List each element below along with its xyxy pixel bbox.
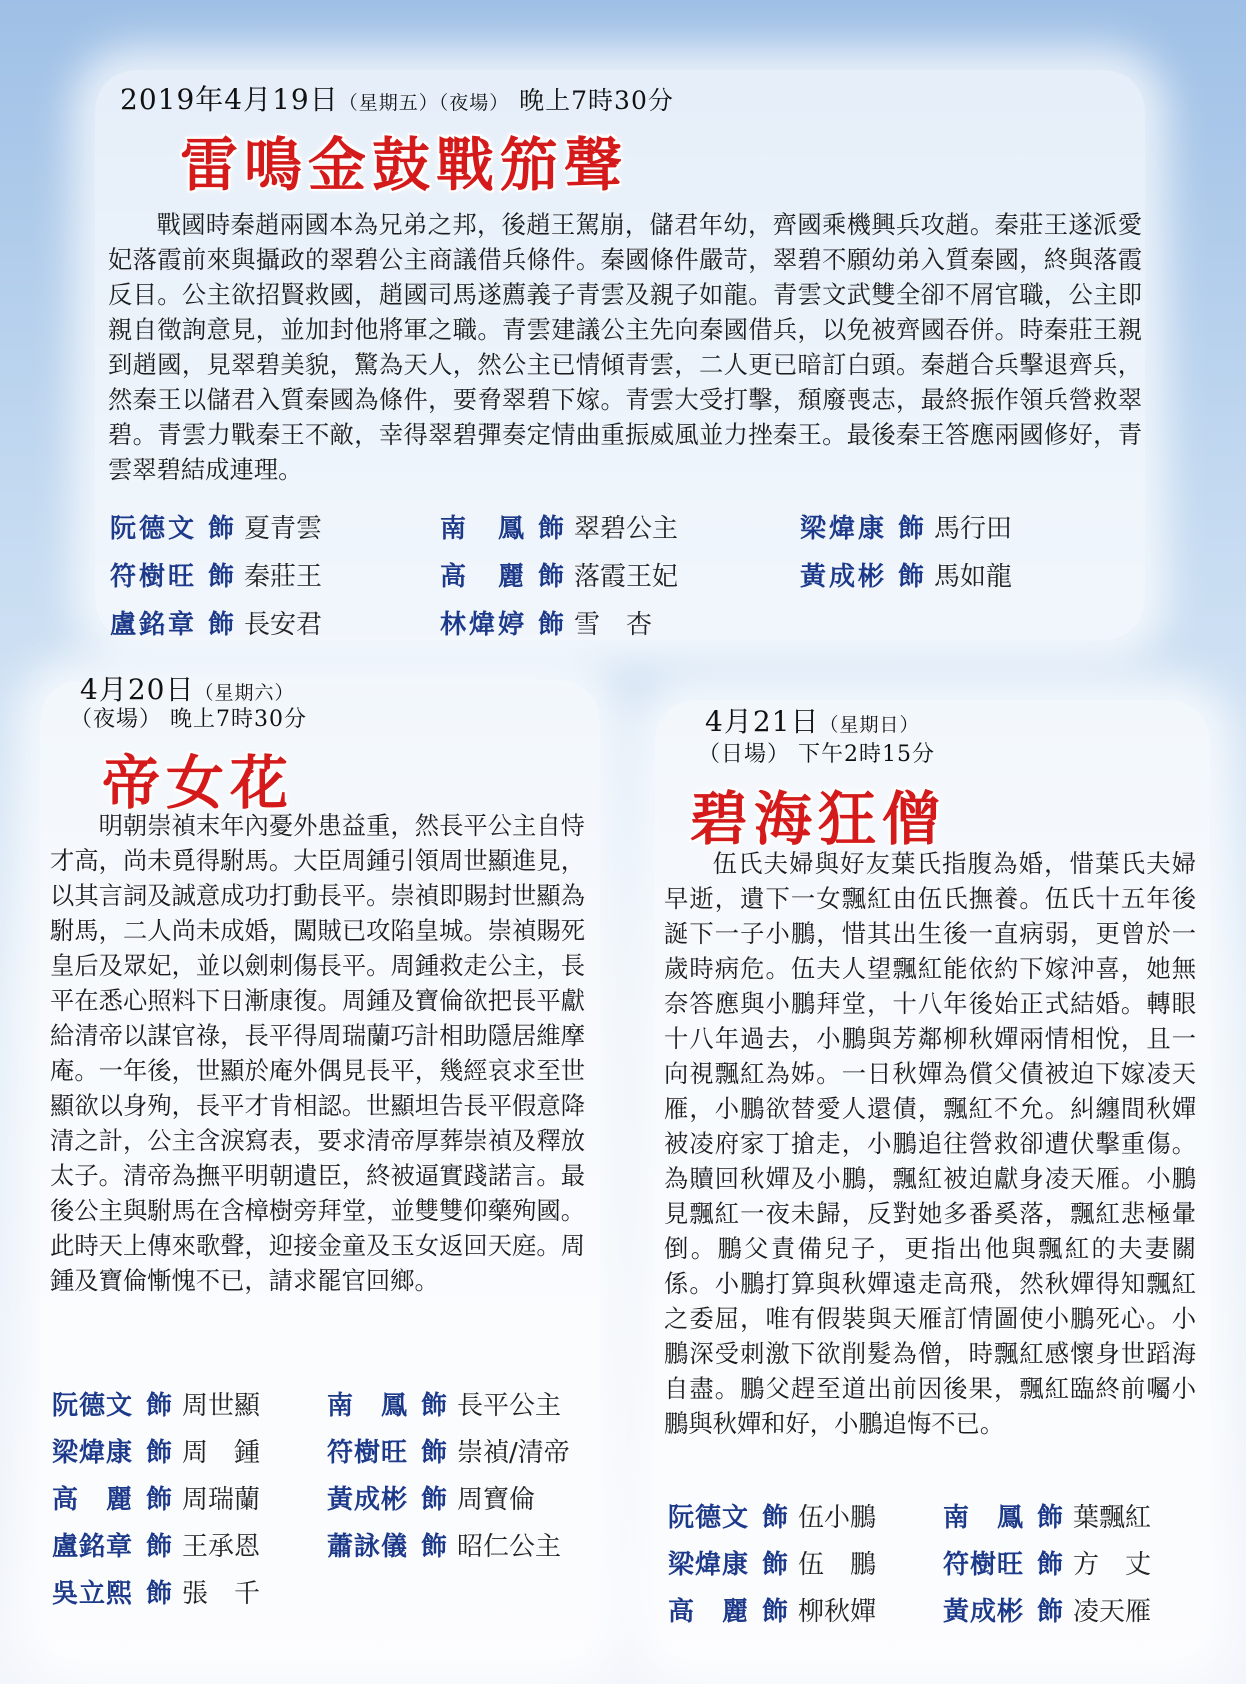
cast-shi: 飾 (538, 610, 565, 640)
cast-shi: 飾 (421, 1391, 448, 1421)
cast-actor: 高麗 (668, 1597, 748, 1627)
show2-session: （夜場） (70, 707, 163, 732)
show1-weekday: （星期五） (338, 92, 439, 114)
cast-entry (800, 508, 1120, 556)
cast-role: 馬行田 (934, 514, 1013, 544)
cast-entry (943, 1544, 1213, 1591)
cast-actor: 梁煒康 (668, 1550, 748, 1580)
cast-actor: 黃成彬 (800, 562, 884, 592)
cast-role: 伍小鵬 (798, 1503, 877, 1533)
cast-actor: 阮德文 (110, 514, 194, 544)
cast-shi: 飾 (898, 562, 925, 592)
cast-role: 雪 杏 (574, 610, 653, 640)
cast-role: 周寶倫 (457, 1485, 536, 1515)
cast-entry (52, 1385, 327, 1432)
cast-actor: 阮德文 (668, 1503, 748, 1533)
cast-shi: 飾 (762, 1550, 789, 1580)
cast-shi: 飾 (1037, 1550, 1064, 1580)
cast-shi: 飾 (146, 1438, 173, 1468)
cast-role: 夏青雲 (244, 514, 323, 544)
cast-entry (52, 1573, 327, 1620)
cast-entry (668, 1591, 943, 1638)
cast-role: 方 丈 (1073, 1550, 1152, 1580)
cast-entry (52, 1479, 327, 1526)
cast-role: 周瑞蘭 (182, 1485, 261, 1515)
show3-date-line (705, 700, 919, 740)
show1-date: 2019年4月19日 (120, 83, 339, 116)
cast-shi: 飾 (208, 514, 235, 544)
cast-role: 秦莊王 (244, 562, 323, 592)
show2-time: 晚上7時30分 (170, 707, 308, 732)
show1-cast (110, 508, 1120, 652)
show2-synopsis-box (50, 808, 585, 1298)
cast-entry (52, 1526, 327, 1573)
cast-shi: 飾 (146, 1532, 173, 1562)
cast-role: 馬如龍 (934, 562, 1013, 592)
cast-shi: 飾 (146, 1391, 173, 1421)
cast-entry (668, 1544, 943, 1591)
cast-actor: 符樹旺 (327, 1438, 407, 1468)
show1-title: 雷鳴金鼓戰笳聲 (180, 131, 629, 199)
cast-shi: 飾 (1037, 1503, 1064, 1533)
cast-role: 翠碧公主 (574, 514, 679, 544)
cast-shi: 飾 (421, 1438, 448, 1468)
cast-entry (110, 508, 440, 556)
show2-title: 帝女花 (102, 749, 295, 817)
cast-entry (800, 556, 1120, 604)
cast-actor: 符樹旺 (943, 1550, 1023, 1580)
show3-session: （日場） (698, 742, 791, 767)
cast-entry (943, 1591, 1213, 1638)
cast-role: 崇禎/清帝 (457, 1438, 570, 1468)
show1-session: （夜場） (438, 92, 510, 114)
show3-synopsis: 伍氏夫婦與好友葉氏指腹為婚，惜葉氏夫婦早逝，遺下一女飄紅由伍氏撫養。伍氏十五年後誕下一子小鵬，惜其出生後一直病弱，更曾於一歲時病危。伍夫人望飄紅能依約下嫁沖喜，她無奈答應與小鵬拜堂，十八年後始正式結婚。轉眼十八年過去，小鵬與芳鄰柳秋嬋兩情相悅，且一向視飄紅為姊。一日秋嬋為償父債被迫下嫁凌天雁，小鵬欲替愛人還債，飄紅不允。糾纏間秋嬋被凌府家丁搶走，小鵬追往營救卻遭伏擊重傷。為贖回秋嬋及小鵬，飄紅被迫獻身凌天雁。小鵬見飄紅一夜未歸，反對她多番奚落，飄紅悲極暈倒。鵬父責備兒子，更指出他與飄紅的夫妻關係。小鵬打算與秋嬋遠走高飛，然秋嬋得知飄紅之委屈，唯有假裝與天雁訂情圖使小鵬死心。小鵬深受刺激下欲削髮為僧，時飄紅感懷身世蹈海自盡。鵬父趕至道出前因後果，飄紅臨終前囑小鵬與秋嬋和好，小鵬追悔不已。 (664, 849, 1196, 1438)
cast-actor: 南鳳 (327, 1391, 407, 1421)
cast-role: 周 鍾 (182, 1438, 261, 1468)
show1-date-line (120, 78, 674, 118)
cast-actor: 梁煒康 (52, 1438, 132, 1468)
cast-shi: 飾 (208, 562, 235, 592)
cast-shi: 飾 (762, 1597, 789, 1627)
cast-actor: 梁煒康 (800, 514, 884, 544)
show2-session-line (70, 702, 307, 733)
show3-title: 碧海狂僧 (690, 785, 947, 853)
cast-actor: 南鳳 (943, 1503, 1023, 1533)
cast-actor: 阮德文 (52, 1391, 132, 1421)
show2-synopsis: 明朝崇禎末年內憂外患益重，然長平公主自恃才高，尚未覓得駙馬。大臣周鍾引領周世顯進見，以其言詞及誠意成功打動長平。崇禎即賜封世顯為駙馬，二人尚未成婚，闖賊已攻陷皇城。崇禎賜死皇后及眾妃，並以劍刺傷長平。周鍾救走公主，長平在悉心照料下日漸康復。周鍾及寶倫欲把長平獻給清帝以謀官祿，長平得周瑞蘭巧計相助隱居維摩庵。一年後，世顯於庵外偶見長平，幾經哀求至世顯欲以身殉，長平才肯相認。世顯坦告長平假意降清之計，公主含淚寫表，要求清帝厚葬崇禎及釋放太子。清帝為撫平明朝遺臣，終被逼實踐諾言。最後公主與駙馬在含樟樹旁拜堂，並雙雙仰藥殉國。此時天上傳來歌聲，迎接金童及玉女返回天庭。周鍾及寶倫慚愧不已，請求罷官回鄉。 (50, 811, 585, 1295)
cast-role: 柳秋嬋 (798, 1597, 877, 1627)
show3-cast (668, 1497, 1213, 1638)
cast-actor: 黃成彬 (327, 1485, 407, 1515)
cast-role: 伍 鵬 (798, 1550, 877, 1580)
cast-shi: 飾 (538, 562, 565, 592)
cast-actor: 黃成彬 (943, 1597, 1023, 1627)
cast-shi: 飾 (421, 1532, 448, 1562)
cast-entry (110, 604, 440, 652)
cast-shi: 飾 (421, 1485, 448, 1515)
cast-role: 葉飄紅 (1073, 1503, 1152, 1533)
cast-actor: 盧銘章 (52, 1532, 132, 1562)
cast-shi: 飾 (146, 1579, 173, 1609)
cast-shi: 飾 (146, 1485, 173, 1515)
show1-synopsis: 戰國時秦趙兩國本為兄弟之邦，後趙王駕崩，儲君年幼，齊國乘機興兵攻趙。秦莊王遂派愛妃落霞前來與攝政的翠碧公主商議借兵條件。秦國條件嚴苛，翠碧不願幼弟入質秦國，終與落霞反目。公主欲招賢救國，趙國司馬遂薦義子青雲及親子如龍。青雲文武雙全卻不屑官職，公主即親自徵詢意見，並加封他將軍之職。青雲建議公主先向秦國借兵，以免被齊國吞併。時秦莊王親到趙國，見翠碧美貌，驚為天人，然公主已情傾青雲，二人更已暗訂白頭。秦趙合兵擊退齊兵，然秦王以儲君入質秦國為條件，要脅翠碧下嫁。青雲大受打擊，頹廢喪志，最終振作領兵營救翠碧。青雲力戰秦王不敵，幸得翠碧彈奏定情曲重振威風並力挫秦王。最後秦王答應兩國修好，青雲翠碧結成連理。 (108, 210, 1142, 484)
cast-actor: 南鳳 (440, 514, 524, 544)
cast-actor: 蕭詠儀 (327, 1532, 407, 1562)
cast-role: 長平公主 (457, 1391, 562, 1421)
cast-role: 長安君 (244, 610, 323, 640)
cast-role: 落霞王妃 (574, 562, 679, 592)
cast-entry (440, 604, 800, 652)
cast-actor: 高麗 (440, 562, 524, 592)
show1-time: 晚上7時30分 (519, 86, 674, 115)
cast-entry (327, 1432, 597, 1479)
cast-role: 凌天雁 (1073, 1597, 1152, 1627)
cast-entry (52, 1432, 327, 1479)
cast-shi: 飾 (1037, 1597, 1064, 1627)
show3-synopsis-box (664, 846, 1196, 1441)
cast-shi: 飾 (898, 514, 925, 544)
cast-actor: 吳立熙 (52, 1579, 132, 1609)
cast-role: 王承恩 (182, 1532, 261, 1562)
show2-cast (52, 1385, 597, 1620)
cast-role: 昭仁公主 (457, 1532, 562, 1562)
cast-shi: 飾 (538, 514, 565, 544)
cast-role: 周世顯 (182, 1391, 261, 1421)
cast-role: 張 千 (182, 1579, 261, 1609)
cast-entry (327, 1479, 597, 1526)
show3-date: 4月21日 (705, 705, 820, 738)
cast-entry (668, 1497, 943, 1544)
cast-shi: 飾 (208, 610, 235, 640)
show3-session-line (698, 737, 935, 768)
cast-entry (110, 556, 440, 604)
cast-entry (943, 1497, 1213, 1544)
cast-shi: 飾 (762, 1503, 789, 1533)
cast-actor: 林煒婷 (440, 610, 524, 640)
show3-time: 下午2時15分 (798, 742, 936, 767)
cast-actor: 高麗 (52, 1485, 132, 1515)
show1-synopsis-box (108, 207, 1142, 487)
cast-entry (327, 1526, 597, 1573)
show2-date: 4月20日 (80, 673, 195, 706)
cast-entry (327, 1385, 597, 1432)
cast-actor: 符樹旺 (110, 562, 194, 592)
cast-entry (440, 508, 800, 556)
cast-actor: 盧銘章 (110, 610, 194, 640)
show2-weekday: （星期六） (194, 682, 295, 704)
cast-entry (440, 556, 800, 604)
show3-weekday: （星期日） (819, 714, 920, 736)
